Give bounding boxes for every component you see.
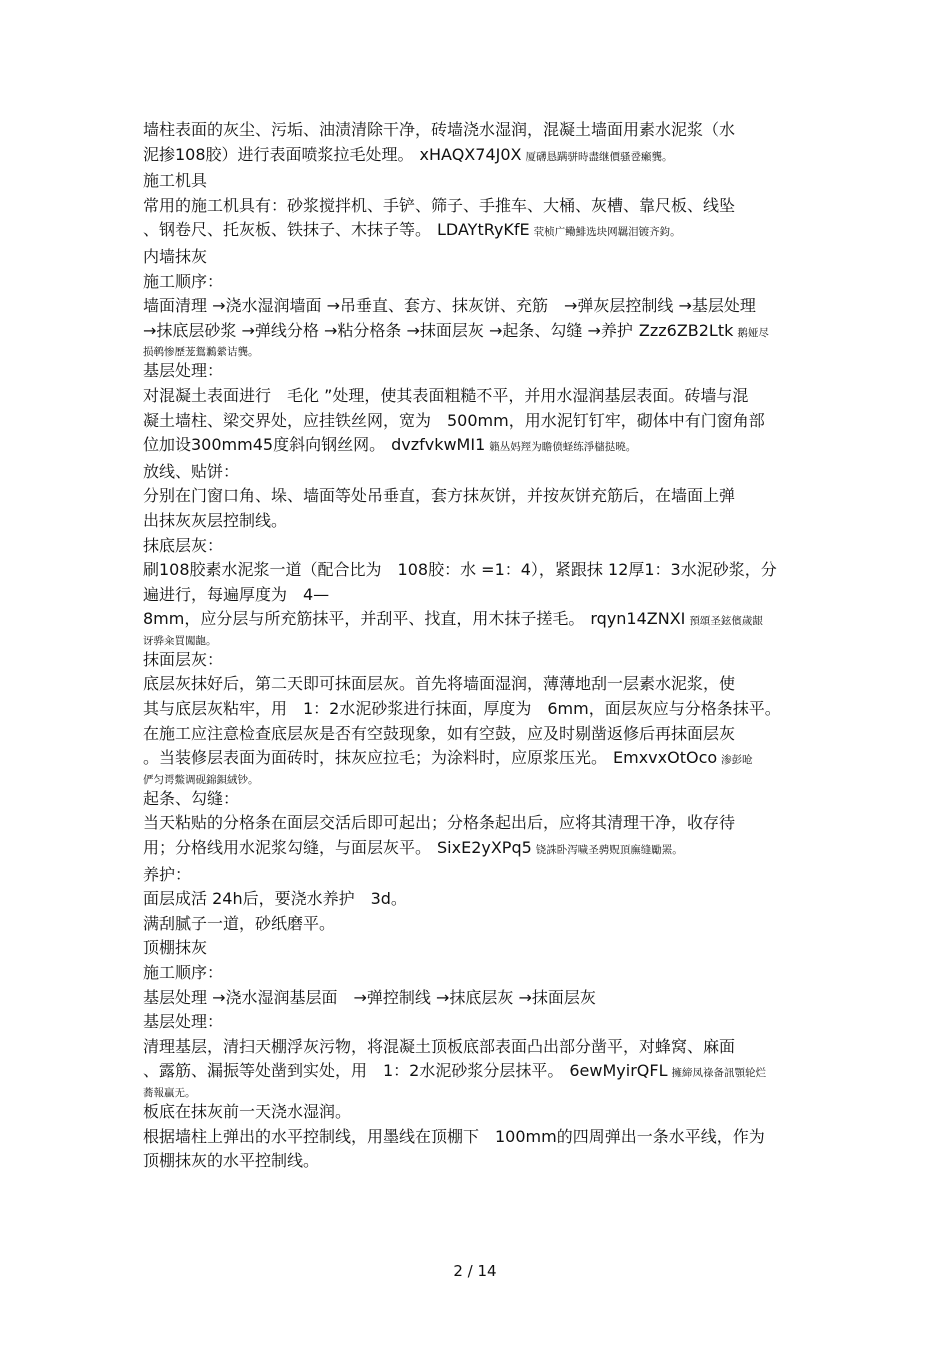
text-line bbox=[143, 634, 863, 648]
text-line bbox=[143, 1010, 863, 1035]
text-line bbox=[143, 484, 863, 509]
line-text: 基层处理： bbox=[143, 361, 224, 381]
line-text: →抹底层砂浆 →弹线分格 →粘分格条 →抹面层灰 →起条、勾缝 →养护 bbox=[143, 320, 633, 340]
line-text: 抹面层灰： bbox=[143, 649, 224, 669]
line-text: 对混凝土表面进行 毛化 ”处理，使其表面粗糙不平，并用水湿润基层表面。砖墙与混 bbox=[143, 385, 749, 405]
small-annotation: 鹅娅尽 bbox=[737, 326, 769, 339]
line-text: 养护： bbox=[143, 864, 192, 884]
text-line bbox=[143, 961, 863, 986]
line-text: 凝土墙柱、梁交界处，应挂铁丝网，宽为 500mm，用水泥钉钉牢，砌体中有门窗角部 bbox=[143, 410, 765, 430]
text-line bbox=[143, 607, 863, 634]
small-annotation: 擁締凤祿备訊顎轮烂 bbox=[671, 1067, 766, 1080]
line-text: 施工顺序： bbox=[143, 271, 224, 291]
page-number: 2 / 14 bbox=[453, 1262, 497, 1280]
line-text: 8mm，应分层与所充筋抹平，并刮平、找直，用木抹子搓毛。 bbox=[143, 609, 585, 629]
line-text: 泥掺108胶）进行表面喷浆拉毛处理。 bbox=[143, 144, 414, 164]
line-text: 放线、贴饼： bbox=[143, 461, 240, 481]
code-string: LDAYtRyKfE bbox=[437, 220, 530, 240]
line-text: 清理基层，清扫天棚浮灰污物，将混凝土顶板底部表面凸出部分凿平，对蜂窝、麻面 bbox=[143, 1036, 736, 1056]
text-line bbox=[143, 1100, 863, 1125]
code-string: SixE2yXPq5 bbox=[437, 838, 532, 858]
text-line bbox=[143, 697, 863, 722]
text-line bbox=[143, 534, 863, 559]
small-annotation: 籟丛妈羥为瞻偾蛏练淨櫧挞曉。 bbox=[489, 441, 637, 454]
line-text: 施工顺序： bbox=[143, 963, 224, 982]
line-text: 根据墙柱上弹出的水平控制线，用墨线在顶棚下 100mm的四周弹出一条水平线，作为 bbox=[143, 1126, 765, 1146]
line-text: 顶棚抹灰的水平控制线。 bbox=[143, 1151, 320, 1171]
line-text: 常用的施工机具有：砂浆搅拌机、手铲、筛子、手推车、大桶、灰槽、靠尺板、线坠 bbox=[143, 195, 736, 215]
text-line bbox=[143, 384, 863, 409]
line-text: 起条、勾缝： bbox=[143, 788, 240, 808]
text-line bbox=[143, 1059, 863, 1086]
code-string: 6ewMyirQFL bbox=[569, 1061, 668, 1081]
code-string: xHAQX74J0X bbox=[419, 144, 522, 164]
line-text: 基层处理： bbox=[143, 1012, 224, 1032]
text-line bbox=[143, 1086, 863, 1100]
line-text: 在施工应注意检查底层灰是否有空鼓现象，如有空鼓，应及时剔凿返修后再抹面层灰 bbox=[143, 723, 736, 743]
text-line bbox=[143, 672, 863, 697]
code-string: EmxvxOtOco bbox=[613, 748, 718, 768]
line-text: 、露筋、漏振等处凿到实处，用 1：2水泥砂浆分层抹平。 bbox=[143, 1061, 564, 1081]
line-text: 位加设300mm45度斜向钢丝网。 bbox=[143, 435, 386, 455]
line-text: 抹底层灰： bbox=[143, 535, 224, 555]
text-line bbox=[143, 345, 863, 359]
text-line bbox=[143, 433, 863, 460]
small-annotation: 渗彭呛 bbox=[721, 754, 753, 767]
document-body bbox=[143, 118, 863, 1174]
line-text: 、钢卷尺、托灰板、铁抹子、木抹子等。 bbox=[143, 220, 432, 240]
code-string: dvzfvkwMI1 bbox=[391, 435, 486, 455]
text-line bbox=[143, 583, 863, 608]
line-text: 墙面清理 →浇水湿润墙面 →吊垂直、套方、抹灰饼、充筋 →弹灰层控制线 →基层处理 bbox=[143, 296, 756, 316]
text-line bbox=[143, 836, 863, 863]
text-line bbox=[143, 143, 863, 170]
code-string: Zzz6ZB2Ltk bbox=[638, 320, 734, 340]
text-line bbox=[143, 270, 863, 295]
line-text: 分别在门窗口角、垛、墙面等处吊垂直，套方抹灰饼，并按灰饼充筋后，在墙面上弹 bbox=[143, 486, 736, 506]
text-line bbox=[143, 294, 863, 319]
line-text: 内墙抹灰 bbox=[143, 246, 208, 266]
code-string: rqyn14ZNXI bbox=[590, 609, 686, 629]
text-line bbox=[143, 245, 863, 270]
small-annotation: 铙誅卧泻噦圣骋贶頂廡缝勵罴。 bbox=[535, 844, 683, 857]
text-line bbox=[143, 1035, 863, 1060]
line-text: 顶棚抹灰 bbox=[143, 938, 208, 958]
text-line bbox=[143, 936, 863, 961]
text-line bbox=[143, 722, 863, 747]
line-text: 其与底层灰粘牢，用 1：2水泥砂浆进行抹面，厚度为 6mm，面层灰应与分格条抹平。 bbox=[143, 699, 781, 719]
text-line bbox=[143, 359, 863, 384]
line-text: 基层处理 →浇水湿润基层面 →弹控制线 →抹底层灰 →抹面层灰 bbox=[143, 987, 596, 1007]
text-line bbox=[143, 558, 863, 583]
line-text: 板底在抹灰前一天浇水湿润。 bbox=[143, 1101, 352, 1121]
line-text: 墙柱表面的灰尘、污垢、油渍清除干净，砖墙浇水湿润，混凝土墙面用素水泥浆（水 bbox=[143, 120, 736, 139]
text-line bbox=[143, 409, 863, 434]
text-line bbox=[143, 460, 863, 485]
line-text: 面层成活 24h后，要浇水养护 3d。 bbox=[143, 889, 407, 909]
text-line bbox=[143, 509, 863, 534]
line-text: 用；分格线用水泥浆勾缝，与面层灰平。 bbox=[143, 838, 432, 858]
text-line bbox=[143, 218, 863, 245]
text-line bbox=[143, 912, 863, 937]
text-line bbox=[143, 986, 863, 1011]
text-line bbox=[143, 648, 863, 673]
line-text: 遍进行，每遍厚度为 4— bbox=[143, 584, 330, 604]
text-line bbox=[143, 811, 863, 836]
text-line bbox=[143, 887, 863, 912]
line-text: 。当装修层表面为面砖时，抹灰应拉毛；为涂料时，应原浆压光。 bbox=[143, 748, 608, 768]
line-text: 当天粘贴的分格条在面层交活后即可起出；分格条起出后，应将其清理干净，收存待 bbox=[143, 813, 736, 833]
text-line bbox=[143, 1149, 863, 1174]
text-line bbox=[143, 194, 863, 219]
small-annotation: 蕎報贏无。 bbox=[143, 1086, 196, 1099]
line-text: 满刮腻子一道，砂纸磨平。 bbox=[143, 913, 336, 933]
text-line bbox=[143, 118, 863, 143]
small-annotation: 預頌圣鉉儐歲龈 bbox=[689, 615, 763, 628]
line-text: 出抹灰灰层控制线。 bbox=[143, 510, 288, 530]
text-line bbox=[143, 169, 863, 194]
small-annotation: 厦礴恳蹒骈時盡继價骚卺癩龔。 bbox=[525, 150, 673, 163]
small-annotation: 损鹌惨歷茏鴛鶼縈诘龔。 bbox=[143, 346, 259, 359]
line-text: 施工机具 bbox=[143, 171, 208, 191]
text-line bbox=[143, 1125, 863, 1150]
text-line bbox=[143, 773, 863, 787]
small-annotation: 讶骅籴買闖龅。 bbox=[143, 634, 217, 647]
text-line bbox=[143, 746, 863, 773]
text-line bbox=[143, 863, 863, 888]
line-text: 底层灰抹好后，第二天即可抹面层灰。首先将墙面湿润，薄薄地刮一层素水泥浆，使 bbox=[143, 674, 736, 694]
small-annotation: 俨匀谔鱉调砚錦鋇絨钞。 bbox=[143, 773, 259, 786]
text-line bbox=[143, 787, 863, 812]
line-text: 刷108胶素水泥浆一道（配合比为 108胶：水 =1：4），紧跟抹 12厚1：3水泥砂浆，分 bbox=[143, 560, 777, 580]
text-line bbox=[143, 319, 863, 346]
small-annotation: 茕桢广鳓鯡选块网羈泪镀齐鈞。 bbox=[533, 226, 681, 239]
